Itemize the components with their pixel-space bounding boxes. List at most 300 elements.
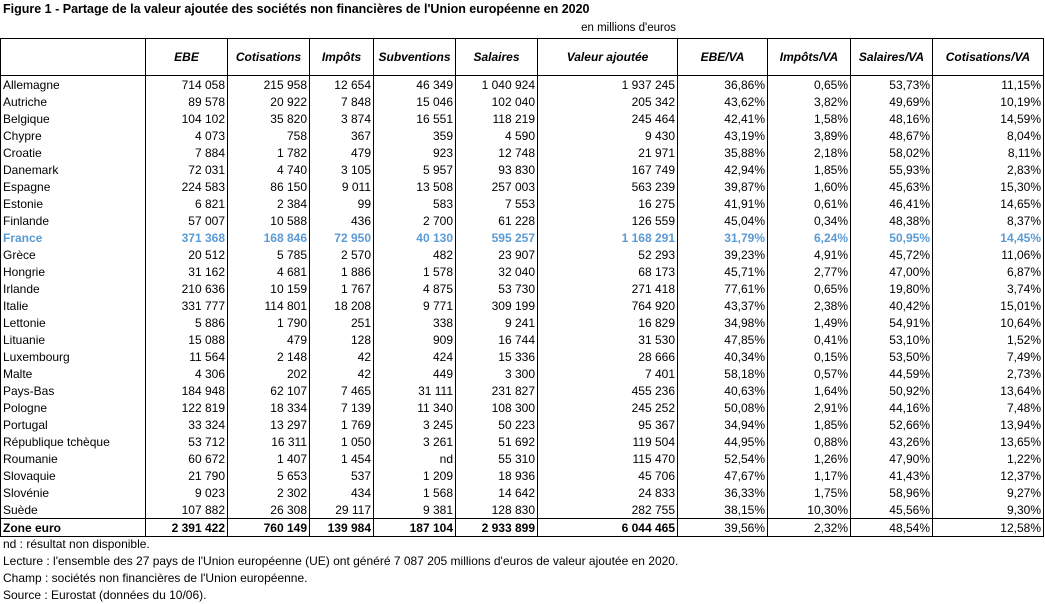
table-cell: 2 570 (310, 246, 374, 263)
row-label: Suède (1, 501, 146, 519)
table-cell: 6 821 (146, 195, 228, 212)
table-cell: 50 223 (456, 416, 538, 433)
table-cell: 0,61% (768, 195, 851, 212)
table-cell: 20 922 (228, 93, 310, 110)
table-cell: 58,02% (851, 144, 933, 161)
table-cell: 13 297 (228, 416, 310, 433)
table-cell: 55,93% (851, 161, 933, 178)
table-cell: 2,32% (768, 519, 851, 537)
table-cell: 47,90% (851, 450, 933, 467)
unit-label: en millions d'euros (581, 22, 676, 34)
row-label: Pologne (1, 399, 146, 416)
table-cell: 13,94% (933, 416, 1044, 433)
table-cell: 1,64% (768, 382, 851, 399)
table-cell: 359 (374, 127, 456, 144)
table-cell: 38,15% (678, 501, 768, 519)
row-label: Chypre (1, 127, 146, 144)
table-cell: 51 692 (456, 433, 538, 450)
table-cell: 5 957 (374, 161, 456, 178)
table-cell: 118 219 (456, 110, 538, 127)
table-cell: 215 958 (228, 76, 310, 94)
table-cell: 424 (374, 348, 456, 365)
table-body (1, 76, 1044, 537)
table-cell: 3 874 (310, 110, 374, 127)
table-cell: 14 642 (456, 484, 538, 501)
table-cell: 36,33% (678, 484, 768, 501)
table-cell: 48,16% (851, 110, 933, 127)
table-cell: 35 820 (228, 110, 310, 127)
table-cell: 245 464 (538, 110, 678, 127)
table-cell: 95 367 (538, 416, 678, 433)
table-row (1, 467, 1044, 484)
table-cell: 28 666 (538, 348, 678, 365)
table-row (1, 246, 1044, 263)
footnote: Source : Eurostat (données du 10/06). (3, 588, 207, 602)
table-cell: 52 293 (538, 246, 678, 263)
table-cell: 5 886 (146, 314, 228, 331)
table-cell: 39,87% (678, 178, 768, 195)
table-cell: 2,77% (768, 263, 851, 280)
table-cell: 1,49% (768, 314, 851, 331)
column-header: Valeur ajoutée (538, 39, 678, 76)
table-cell: 7 401 (538, 365, 678, 382)
table-row (1, 382, 1044, 399)
table-cell: 10,64% (933, 314, 1044, 331)
table-cell: 8,04% (933, 127, 1044, 144)
table-cell: 595 257 (456, 229, 538, 246)
table-cell: 1 886 (310, 263, 374, 280)
table-cell: 205 342 (538, 93, 678, 110)
table-cell: 61 228 (456, 212, 538, 229)
table-cell: 43,37% (678, 297, 768, 314)
table-cell: 371 368 (146, 229, 228, 246)
table-cell: 4 590 (456, 127, 538, 144)
table-cell: 1,52% (933, 331, 1044, 348)
row-label: Zone euro (1, 519, 146, 537)
table-cell: 4 681 (228, 263, 310, 280)
table-cell: 15,01% (933, 297, 1044, 314)
table-cell: 102 040 (456, 93, 538, 110)
table-cell: 1 767 (310, 280, 374, 297)
table-cell: 6,87% (933, 263, 1044, 280)
table-cell: 2 391 422 (146, 519, 228, 537)
table-cell: 2,83% (933, 161, 1044, 178)
table-cell: 4,91% (768, 246, 851, 263)
table-cell: 47,67% (678, 467, 768, 484)
row-label: Espagne (1, 178, 146, 195)
table-cell: 202 (228, 365, 310, 382)
row-label: Malte (1, 365, 146, 382)
table-cell: 3,74% (933, 280, 1044, 297)
table-cell: 1,85% (768, 161, 851, 178)
table-cell: 251 (310, 314, 374, 331)
table-cell: 479 (228, 331, 310, 348)
table-cell: 1,22% (933, 450, 1044, 467)
table-cell: 4 875 (374, 280, 456, 297)
table-cell: 1 578 (374, 263, 456, 280)
table-row (1, 348, 1044, 365)
table-cell: 1 782 (228, 144, 310, 161)
row-label: Slovaquie (1, 467, 146, 484)
table-cell: 3 245 (374, 416, 456, 433)
table-cell: 45,72% (851, 246, 933, 263)
table-cell: 20 512 (146, 246, 228, 263)
table-cell: 35,88% (678, 144, 768, 161)
row-label: Finlande (1, 212, 146, 229)
table-row (1, 484, 1044, 501)
table-cell: 128 (310, 331, 374, 348)
table-cell: 42,94% (678, 161, 768, 178)
table-cell: 41,91% (678, 195, 768, 212)
table-row (1, 399, 1044, 416)
table-row (1, 433, 1044, 450)
table-cell: 31,79% (678, 229, 768, 246)
table-cell: 9 011 (310, 178, 374, 195)
table-cell: 0,88% (768, 433, 851, 450)
table-cell: 62 107 (228, 382, 310, 399)
table-cell: 760 149 (228, 519, 310, 537)
table-row (1, 314, 1044, 331)
table-cell: 10,19% (933, 93, 1044, 110)
table-cell: 9 241 (456, 314, 538, 331)
table-cell: 1 209 (374, 467, 456, 484)
table-cell: 282 755 (538, 501, 678, 519)
table-cell: 923 (374, 144, 456, 161)
table-cell: 49,69% (851, 93, 933, 110)
table-row (1, 280, 1044, 297)
table-cell: 4 073 (146, 127, 228, 144)
table-cell: 224 583 (146, 178, 228, 195)
table-cell: 12,58% (933, 519, 1044, 537)
table-cell: 114 801 (228, 297, 310, 314)
table-cell: 1 050 (310, 433, 374, 450)
table-cell: 45,04% (678, 212, 768, 229)
table-cell: 24 833 (538, 484, 678, 501)
table-cell: 33 324 (146, 416, 228, 433)
table-cell: 60 672 (146, 450, 228, 467)
table-cell: 7 139 (310, 399, 374, 416)
table-cell: 1 568 (374, 484, 456, 501)
table-row (1, 501, 1044, 519)
table-cell: 1 454 (310, 450, 374, 467)
table-cell: 4 306 (146, 365, 228, 382)
table-cell: 10 159 (228, 280, 310, 297)
table-cell: 23 907 (456, 246, 538, 263)
table-cell: 7 553 (456, 195, 538, 212)
table-cell: 9 381 (374, 501, 456, 519)
table-cell: 45,56% (851, 501, 933, 519)
table-cell: 16 275 (538, 195, 678, 212)
table-cell: 2,18% (768, 144, 851, 161)
table-cell: 909 (374, 331, 456, 348)
table-cell: 2,91% (768, 399, 851, 416)
table-cell: 42,41% (678, 110, 768, 127)
table-cell: 18 208 (310, 297, 374, 314)
table-cell: 6 044 465 (538, 519, 678, 537)
table-cell: 21 971 (538, 144, 678, 161)
row-label: Allemagne (1, 76, 146, 94)
table-cell: 48,54% (851, 519, 933, 537)
table-cell: 714 058 (146, 76, 228, 94)
table-cell: 40,42% (851, 297, 933, 314)
table-cell: 54,91% (851, 314, 933, 331)
row-label: Croatie (1, 144, 146, 161)
table-cell: 72 031 (146, 161, 228, 178)
table-cell: 4 740 (228, 161, 310, 178)
table-cell: 42 (310, 348, 374, 365)
row-label: Hongrie (1, 263, 146, 280)
table-cell: 449 (374, 365, 456, 382)
table-cell: 45,71% (678, 263, 768, 280)
table-cell: 26 308 (228, 501, 310, 519)
table-row (1, 331, 1044, 348)
table-cell: 1 769 (310, 416, 374, 433)
table-cell: 12 654 (310, 76, 374, 94)
table-cell: 5 785 (228, 246, 310, 263)
table-cell: 31 111 (374, 382, 456, 399)
table-cell: 309 199 (456, 297, 538, 314)
table-cell: 126 559 (538, 212, 678, 229)
table-cell: 58,18% (678, 365, 768, 382)
table-cell: 11 340 (374, 399, 456, 416)
table-cell: 1 937 245 (538, 76, 678, 94)
table-cell: 40,63% (678, 382, 768, 399)
table-cell: 52,66% (851, 416, 933, 433)
table-row (1, 450, 1044, 467)
table-row (1, 365, 1044, 382)
table-cell: 583 (374, 195, 456, 212)
table-cell: 9,27% (933, 484, 1044, 501)
table-cell: 0,41% (768, 331, 851, 348)
table-cell: 48,38% (851, 212, 933, 229)
table-cell: 45 706 (538, 467, 678, 484)
table-cell: 12,37% (933, 467, 1044, 484)
table-cell: 1 407 (228, 450, 310, 467)
table-cell: 434 (310, 484, 374, 501)
table-cell: 1,85% (768, 416, 851, 433)
table-row (1, 93, 1044, 110)
table-cell: 39,23% (678, 246, 768, 263)
table-cell: 7,49% (933, 348, 1044, 365)
table-cell: 2 384 (228, 195, 310, 212)
table-cell: 21 790 (146, 467, 228, 484)
table-cell: 29 117 (310, 501, 374, 519)
table-cell: 72 950 (310, 229, 374, 246)
footnote: Lecture : l'ensemble des 27 pays de l'Union européenne (UE) ont généré 7 087 205 millions d'euros de valeur ajoutée en 2020. (3, 554, 679, 568)
table-cell: 3 261 (374, 433, 456, 450)
table-cell: 57 007 (146, 212, 228, 229)
table-cell: 482 (374, 246, 456, 263)
column-header: Impôts (310, 39, 374, 76)
table-cell: 9 771 (374, 297, 456, 314)
table-cell: 44,95% (678, 433, 768, 450)
table-row (1, 76, 1044, 94)
row-label: Roumanie (1, 450, 146, 467)
table-cell: 7,48% (933, 399, 1044, 416)
table-row (1, 161, 1044, 178)
table-cell: 1,17% (768, 467, 851, 484)
table-cell: 7 884 (146, 144, 228, 161)
table-cell: 40,34% (678, 348, 768, 365)
table-cell: 86 150 (228, 178, 310, 195)
row-label: Lettonie (1, 314, 146, 331)
header-row (1, 39, 1044, 76)
table-cell: 48,67% (851, 127, 933, 144)
table-cell: 12 748 (456, 144, 538, 161)
table-cell: 210 636 (146, 280, 228, 297)
table-cell: 119 504 (538, 433, 678, 450)
table-cell: 2 302 (228, 484, 310, 501)
row-label: Estonie (1, 195, 146, 212)
table-cell: 2 700 (374, 212, 456, 229)
table-cell: 99 (310, 195, 374, 212)
table-cell: 53 730 (456, 280, 538, 297)
table-cell: 1,58% (768, 110, 851, 127)
table-cell: 14,45% (933, 229, 1044, 246)
table-cell: 34,98% (678, 314, 768, 331)
table-cell: nd (374, 450, 456, 467)
table-cell: 257 003 (456, 178, 538, 195)
table-cell: 479 (310, 144, 374, 161)
table-cell: 43,26% (851, 433, 933, 450)
table-cell: 168 846 (228, 229, 310, 246)
table-cell: 128 830 (456, 501, 538, 519)
table-cell: 15 046 (374, 93, 456, 110)
table-cell: 10 588 (228, 212, 310, 229)
table-cell: 15 088 (146, 331, 228, 348)
table-cell: 53,10% (851, 331, 933, 348)
column-header: EBE (146, 39, 228, 76)
table-row (1, 229, 1044, 246)
row-label: Irlande (1, 280, 146, 297)
table-cell: 187 104 (374, 519, 456, 537)
table-cell: 47,00% (851, 263, 933, 280)
row-label: Lituanie (1, 331, 146, 348)
table-cell: 13 508 (374, 178, 456, 195)
row-label: Belgique (1, 110, 146, 127)
table-row (1, 110, 1044, 127)
column-header: Cotisations (228, 39, 310, 76)
table-cell: 338 (374, 314, 456, 331)
table-cell: 2,73% (933, 365, 1044, 382)
table-cell: 11,06% (933, 246, 1044, 263)
table-cell: 9 430 (538, 127, 678, 144)
table-cell: 14,65% (933, 195, 1044, 212)
table-cell: 8,11% (933, 144, 1044, 161)
footnotes (3, 534, 678, 604)
table-cell: 7 848 (310, 93, 374, 110)
table-cell: 2,38% (768, 297, 851, 314)
table-cell: 0,34% (768, 212, 851, 229)
column-header (1, 39, 146, 76)
table-cell: 764 920 (538, 297, 678, 314)
table-cell: 1,75% (768, 484, 851, 501)
table-cell: 10,30% (768, 501, 851, 519)
table-cell: 758 (228, 127, 310, 144)
table-cell: 184 948 (146, 382, 228, 399)
table-row (1, 416, 1044, 433)
table-cell: 1,26% (768, 450, 851, 467)
table-cell: 32 040 (456, 263, 538, 280)
table-cell: 16 744 (456, 331, 538, 348)
table-row (1, 297, 1044, 314)
table-row (1, 178, 1044, 195)
table-cell: 139 984 (310, 519, 374, 537)
table-row (1, 144, 1044, 161)
table-cell: 89 578 (146, 93, 228, 110)
row-label: Grèce (1, 246, 146, 263)
table-cell: 43,19% (678, 127, 768, 144)
table-cell: 271 418 (538, 280, 678, 297)
table-cell: 47,85% (678, 331, 768, 348)
table-cell: 108 300 (456, 399, 538, 416)
table-row (1, 195, 1044, 212)
figure-title: Figure 1 - Partage de la valeur ajoutée des sociétés non financières de l'Union européenne en 2020 (3, 2, 590, 16)
column-header: EBE/VA (678, 39, 768, 76)
table-cell: 2 933 899 (456, 519, 538, 537)
table-cell: 3,82% (768, 93, 851, 110)
table-cell: 53 712 (146, 433, 228, 450)
table-cell: 46 349 (374, 76, 456, 94)
table-cell: 167 749 (538, 161, 678, 178)
row-label: République tchèque (1, 433, 146, 450)
table-cell: 13,64% (933, 382, 1044, 399)
footnote: nd : résultat non disponible. (3, 537, 150, 551)
table-cell: 11 564 (146, 348, 228, 365)
table-cell: 16 829 (538, 314, 678, 331)
table-cell: 39,56% (678, 519, 768, 537)
table-cell: 46,41% (851, 195, 933, 212)
table-cell: 1 790 (228, 314, 310, 331)
table-cell: 43,62% (678, 93, 768, 110)
column-header: Salaires/VA (851, 39, 933, 76)
table-cell: 1,60% (768, 178, 851, 195)
row-label: Portugal (1, 416, 146, 433)
table-cell: 68 173 (538, 263, 678, 280)
table-cell: 245 252 (538, 399, 678, 416)
table-cell: 11,15% (933, 76, 1044, 94)
table-cell: 9,30% (933, 501, 1044, 519)
table-cell: 45,63% (851, 178, 933, 195)
table-cell: 31 530 (538, 331, 678, 348)
table-cell: 15 336 (456, 348, 538, 365)
row-label: Autriche (1, 93, 146, 110)
data-table (0, 38, 1044, 537)
row-label: Pays-Bas (1, 382, 146, 399)
column-header: Cotisations/VA (933, 39, 1044, 76)
table-cell: 58,96% (851, 484, 933, 501)
table-cell: 19,80% (851, 280, 933, 297)
table-cell: 9 023 (146, 484, 228, 501)
table-cell: 107 882 (146, 501, 228, 519)
table-cell: 14,59% (933, 110, 1044, 127)
column-header: Impôts/VA (768, 39, 851, 76)
table-cell: 44,16% (851, 399, 933, 416)
table-cell: 455 236 (538, 382, 678, 399)
table-cell: 50,08% (678, 399, 768, 416)
table-cell: 53,73% (851, 76, 933, 94)
table-cell: 50,95% (851, 229, 933, 246)
table-cell: 42 (310, 365, 374, 382)
table-cell: 40 130 (374, 229, 456, 246)
table-cell: 537 (310, 467, 374, 484)
table-cell: 34,94% (678, 416, 768, 433)
footnote: Champ : sociétés non financières de l'Union européenne. (3, 571, 308, 585)
table-row (1, 127, 1044, 144)
table-cell: 44,59% (851, 365, 933, 382)
table-cell: 55 310 (456, 450, 538, 467)
table-cell: 5 653 (228, 467, 310, 484)
